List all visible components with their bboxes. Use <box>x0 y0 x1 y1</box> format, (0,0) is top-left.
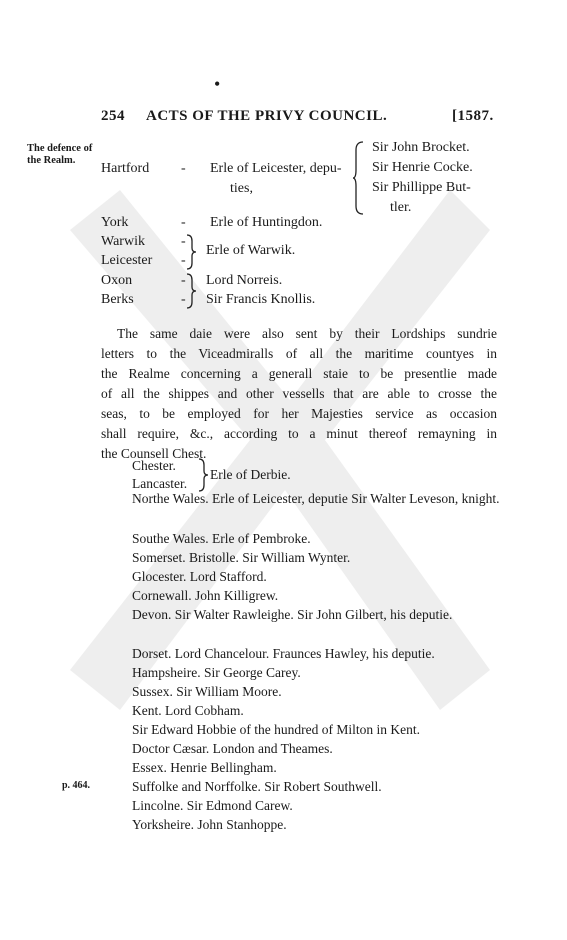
list-item: Cornewall. John Killigrew. <box>132 588 279 603</box>
header-dot: • <box>214 74 221 94</box>
county-dash: - <box>181 292 186 307</box>
county-dash: - <box>181 234 186 249</box>
lord-derbie: Erle of Derbie. <box>210 467 291 482</box>
county-name: Warwik <box>101 234 145 249</box>
county-dash: - <box>181 253 186 268</box>
paragraph-line: letters to the Viceadmiralls of all the maritime countyes in <box>101 346 497 361</box>
list-item: Glocester. Lord Stafford. <box>132 569 267 584</box>
county-dash: - <box>181 161 186 176</box>
list-item: Lincolne. Sir Edmond Carew. <box>132 798 293 813</box>
oxon-brace <box>186 272 198 310</box>
side-note-line1: The defence of <box>27 143 93 154</box>
lord-lieutenant: Lord Norreis. <box>206 273 283 288</box>
list-item: Doctor Cæsar. London and Theames. <box>132 741 333 756</box>
lord-lieutenant: Erle of Huntingdon. <box>210 215 323 230</box>
side-note-line2: the Realm. <box>27 155 76 166</box>
county-dash: - <box>181 273 186 288</box>
year-label: [1587. <box>452 108 494 124</box>
deputy-name: tler. <box>390 200 412 215</box>
deputy-name: Sir John Brocket. <box>372 140 470 155</box>
paragraph-line: The same daie were also sent by their Lordships sundrie <box>117 326 497 341</box>
deputies-brace <box>352 140 366 216</box>
lord-lieutenant: Sir Francis Knollis. <box>206 292 316 307</box>
list-item: Essex. Henrie Bellingham. <box>132 760 277 775</box>
margin-page-ref: p. 464. <box>62 780 91 791</box>
chester-brace <box>198 457 210 493</box>
list-item: Dorset. Lord Chancelour. Fraunces Hawley, his deputie. <box>132 646 435 661</box>
lord-lieutenant: Erle of Warwik. <box>206 243 296 258</box>
list-item: Kent. Lord Cobham. <box>132 703 244 718</box>
lord-lieutenant-cont: ties, <box>230 181 253 196</box>
page-number: 254 <box>101 108 125 124</box>
paragraph-line: seas, to be employed for her Majesties service as occasion <box>101 406 497 421</box>
county-name: Oxon <box>101 273 133 288</box>
lord-lieutenant: Erle of Leicester, depu- <box>210 161 342 176</box>
list-item: Yorksheire. John Stanhoppe. <box>132 817 287 832</box>
paragraph-line: of all the shippes and other vessells that are able to crosse the <box>101 386 497 401</box>
running-title: ACTS OF THE PRIVY COUNCIL. <box>146 108 388 124</box>
list-item: Northe Wales. Erle of Leicester, deputie Sir Walter Leveson, knight. <box>132 491 500 506</box>
county-dash: - <box>181 215 186 230</box>
paragraph-line: shall require, &c., according to a minut thereof remayning in <box>101 426 497 441</box>
list-item: Southe Wales. Erle of Pembroke. <box>132 531 311 546</box>
list-item: Sir Edward Hobbie of the hundred of Milton in Kent. <box>132 722 420 737</box>
county-name: Leicester <box>101 253 153 268</box>
county-name: York <box>101 215 129 230</box>
list-item: Devon. Sir Walter Rawleighe. Sir John Gilbert, his deputie. <box>132 607 453 622</box>
paragraph-line-last: the Counsell Chest. <box>101 446 207 461</box>
deputy-name: Sir Henrie Cocke. <box>372 160 473 175</box>
list-item: Suffolke and Norffolke. Sir Robert Southwell. <box>132 779 382 794</box>
county-name: Hartford <box>101 161 150 176</box>
county-lancaster: Lancaster. <box>132 476 188 491</box>
list-item: Sussex. Sir William Moore. <box>132 684 282 699</box>
list-item: Hampsheire. Sir George Carey. <box>132 665 301 680</box>
county-chester: Chester. <box>132 458 176 473</box>
deputy-name: Sir Phillippe But- <box>372 180 471 195</box>
list-item: Somerset. Bristolle. Sir William Wynter. <box>132 550 351 565</box>
paragraph-line: the Realme concerning a generall staie to be presentlie made <box>101 366 497 381</box>
warwik-brace <box>186 233 198 271</box>
county-name: Berks <box>101 292 134 307</box>
